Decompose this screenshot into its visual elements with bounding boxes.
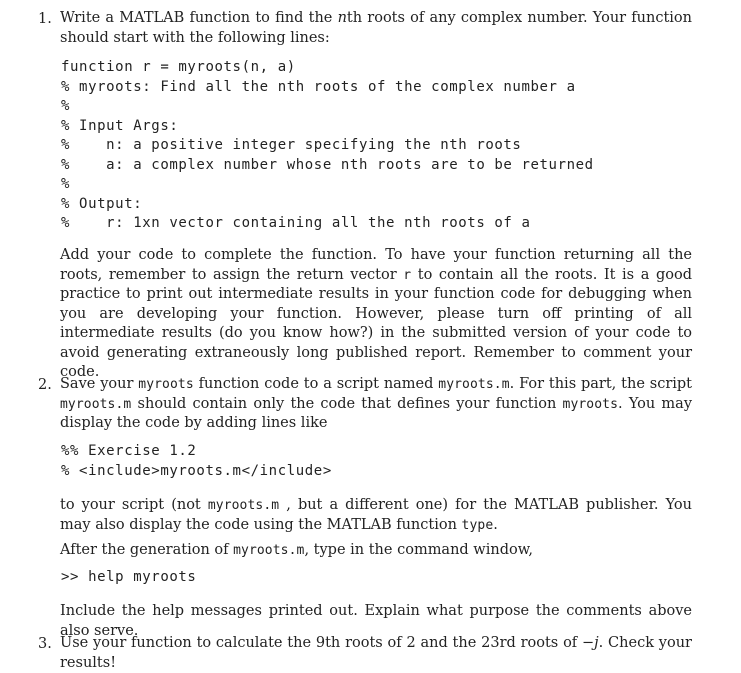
code-line: % a: a complex number whose nth roots are to be returned	[61, 156, 594, 173]
code-line: function r = myroots(n, a)	[61, 59, 296, 75]
item-2-text: .	[493, 516, 498, 533]
item-2-text: function code to a script named	[193, 376, 439, 392]
help-command: >> help myroots	[61, 569, 197, 585]
item-2-after-paragraph	[60, 541, 692, 561]
item-2-code: myroots	[138, 377, 194, 392]
item-2-code: myroots.m	[60, 396, 132, 412]
item-1-intro-var: n	[337, 10, 347, 26]
item-2-text: to your script (not	[60, 497, 208, 513]
item-2-text: should contain only the code that defines your function	[131, 395, 563, 412]
item-1-intro-text: Write a MATLAB function to find the	[60, 10, 338, 26]
item-1-para-text: Add your code to complete the function. To have your function returning all the roots, remember to assign the return vector	[60, 247, 692, 283]
item-2-text: , type in the command window,	[304, 542, 534, 558]
item-1-intro-text-2: th roots of any complex number. Your function should start with the following lines:	[60, 10, 692, 46]
item-1-intro	[60, 9, 692, 48]
item-2-intro	[60, 375, 692, 434]
item-2-text: Save your	[60, 376, 139, 392]
item-2-text: . You may display the code by adding lines like	[60, 395, 693, 431]
item-1-number: 1.	[38, 11, 52, 27]
code-line: % Output:	[61, 195, 143, 212]
code-line: % myroots: Find all the nth roots of the complex number a	[61, 78, 576, 95]
code-line: % n: a positive integer specifying the nth roots	[61, 137, 522, 153]
item-3-math: −j	[581, 635, 599, 651]
item-2-publisher-paragraph	[60, 496, 692, 535]
include-code-block	[61, 442, 332, 481]
item-3-text-part: . Check your results!	[60, 635, 692, 671]
item-2-code: myroots	[562, 396, 619, 412]
code-line: %	[61, 98, 71, 114]
item-2-text: After the generation of	[60, 542, 234, 558]
item-2-code: myroots.m	[438, 377, 510, 392]
item-2-code: type	[461, 517, 494, 533]
item-2-text: , but a different one) for the MATLAB publisher. You may also display the code using the MATLAB function	[60, 497, 692, 533]
item-3-text-part: Use your function to calculate the 9th roots of 2 and the 23rd roots of	[60, 635, 582, 651]
item-2-text: . For this part, the script	[509, 376, 693, 392]
item-2-number: 2.	[38, 377, 52, 393]
function-code-block	[61, 58, 594, 234]
code-line: %	[61, 176, 71, 192]
code-line: % r: 1xn vector containing all the nth roots of a	[61, 215, 531, 231]
item-3-text	[60, 634, 692, 673]
item-2-code: myroots.m	[207, 498, 280, 513]
item-1-para-var: r	[403, 267, 412, 283]
item-2-code: myroots.m	[233, 543, 305, 558]
code-line: % Input Args:	[61, 117, 179, 134]
code-line: %% Exercise 1.2	[61, 443, 197, 459]
item-1-para-text-2: to contain all the roots. It is a good practice to print out intermediate results in your function code for debugging when you are developing your function. However, please turn off printing of all intermediate results (do you know how?) in the submitted version of your code to avoid generating extraneously long published report. Remember to comment your code.	[60, 266, 692, 380]
item-3-number: 3.	[38, 636, 52, 652]
item-1-paragraph	[60, 246, 692, 383]
item-2-closing: Include the help messages printed out. Explain what purpose the comments above also serve.	[60, 603, 692, 639]
code-line: % <include>myroots.m</include>	[61, 462, 332, 479]
command-line	[61, 568, 196, 588]
